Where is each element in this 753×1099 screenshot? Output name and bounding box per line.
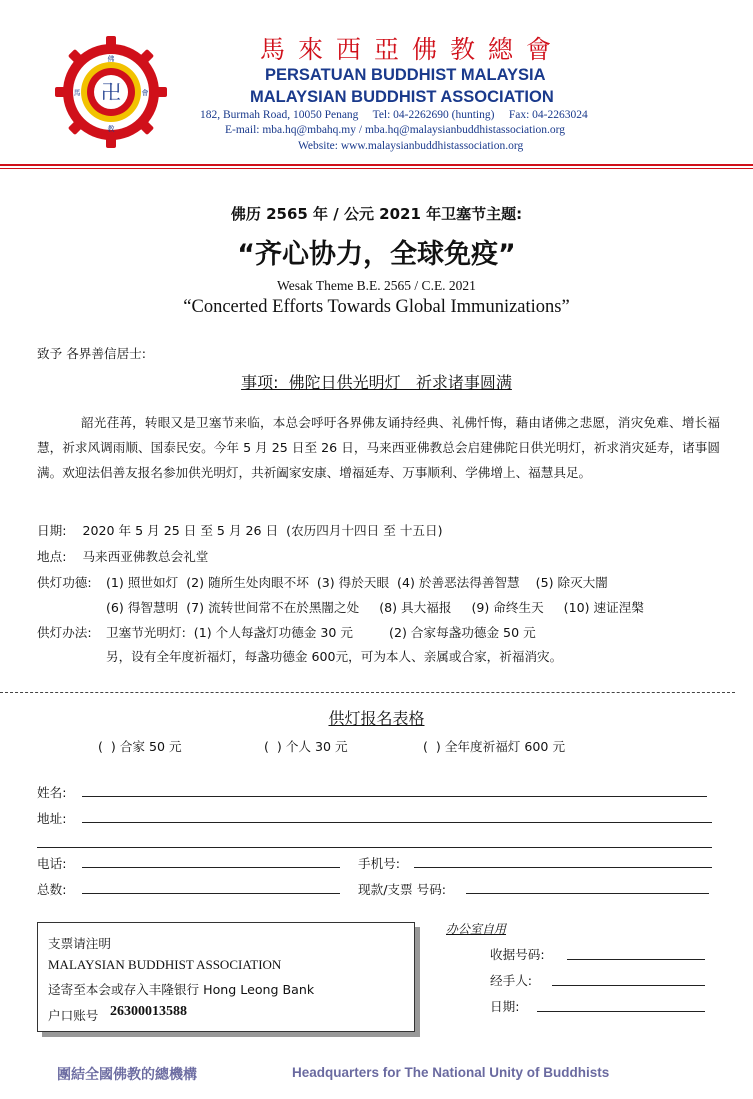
cheque-bank: 迳寄至本会或存入丰隆银行 Hong Leong Bank xyxy=(48,982,315,997)
form-title: 供灯报名表格 xyxy=(328,709,425,728)
account-number: 26300013588 xyxy=(110,1004,187,1019)
merit-list-1: (1) 照世如灯 (2) 随所生处肉眼不坏 (3) 得於天眼 (4) 於善恶法得善智慧 (5) 除灭大闇 xyxy=(106,575,608,590)
address-field[interactable] xyxy=(82,822,712,823)
handler-label: 经手人: xyxy=(490,973,533,988)
account-label: 户口账号 xyxy=(48,1008,99,1023)
option-family[interactable]: ( ) 合家 50 元 xyxy=(98,739,182,754)
total-field[interactable] xyxy=(82,893,340,894)
cheque-notice-title: 支票请注明 xyxy=(48,936,111,951)
svg-text:佛: 佛 xyxy=(107,55,115,63)
cheque-payee: MALAYSIAN BUDDHIST ASSOCIATION xyxy=(48,957,282,972)
event-date: 日期: 2020 年 5 月 25 日 至 5 月 26 日 (农历四月十四日 至 十五日) xyxy=(37,523,443,538)
receipt-label: 收据号码: xyxy=(490,947,545,962)
method-2: 另，设有全年度祈福灯，每盏功德金 600元，可为本人、亲属或合家，祈福消灾。 xyxy=(106,649,563,664)
method-label: 供灯办法: xyxy=(37,625,92,640)
theme-heading-en: Wesak Theme B.E. 2565 / C.E. 2021 xyxy=(277,278,476,293)
name-field[interactable] xyxy=(82,796,707,797)
contact-website: Website: www.malaysianbuddhistassociation.org xyxy=(298,140,524,152)
header-divider-thin xyxy=(0,168,753,169)
name-label: 姓名: xyxy=(37,785,67,800)
svg-text:馬: 馬 xyxy=(73,89,81,97)
theme-heading-cn: 佛历 2565 年 / 公元 2021 年卫塞节主题: xyxy=(230,205,523,223)
greeting: 致予 各界善信居士: xyxy=(37,346,146,361)
option-annual-lamp[interactable]: ( ) 全年度祈福灯 600 元 xyxy=(423,739,566,754)
cheque-notice-box xyxy=(37,922,415,1032)
event-venue: 地点: 马来西亚佛教总会礼堂 xyxy=(37,549,209,564)
cut-line xyxy=(0,692,735,693)
cheque-field[interactable] xyxy=(466,893,709,894)
association-logo xyxy=(55,36,167,148)
office-date-label: 日期: xyxy=(490,999,520,1014)
total-label: 总数: xyxy=(37,882,67,897)
mobile-label: 手机号: xyxy=(358,856,401,871)
contact-address: 182, Burmah Road, 10050 Penang Tel: 04-2262690 (hunting) Fax: 04-2263024 xyxy=(200,109,588,121)
address-label: 地址: xyxy=(37,811,67,826)
header-divider xyxy=(0,164,753,166)
theme-slogan-en: “Concerted Efforts Towards Global Immunizations” xyxy=(183,297,570,317)
merit-list-2: (6) 得智慧明 (7) 流转世间常不在於黑闇之处 (8) 具大福报 (9) 命终生天 (10) 速证涅槃 xyxy=(106,600,644,615)
mobile-field[interactable] xyxy=(414,867,712,868)
svg-text:教: 教 xyxy=(107,125,115,133)
phone-field[interactable] xyxy=(82,867,340,868)
method-1: 卫塞节光明灯: (1) 个人每盏灯功德金 30 元 (2) 合家每盏功德金 50 元 xyxy=(106,625,536,640)
theme-slogan-cn: “齐心协力，全球免疫” xyxy=(237,239,516,270)
receipt-field[interactable] xyxy=(567,959,705,960)
footer-motto-cn: 團結全國佛教的總機構 xyxy=(57,1067,197,1083)
org-name-malay: PERSATUAN BUDDHIST MALAYSIA xyxy=(265,66,546,84)
office-date-field[interactable] xyxy=(537,1011,705,1012)
cheque-label: 现款/支票 号码: xyxy=(358,882,447,897)
contact-email: E-mail: mba.hq@mbahq.my / mba.hq@malaysianbuddhistassociation.org xyxy=(225,124,566,136)
svg-text:卍: 卍 xyxy=(101,80,121,104)
handler-field[interactable] xyxy=(552,985,705,986)
org-name-chinese: 馬來西亞佛教總會 xyxy=(260,35,565,64)
org-name-english: MALAYSIAN BUDDHIST ASSOCIATION xyxy=(250,88,554,106)
letter-body: 韶光荏苒，转眼又是卫塞节来临，本总会呼吁各界佛友诵持经典、礼佛忏悔，藉由诸佛之悲愿，消灾免难、增长福慧，祈求风调雨顺、国泰民安。今年 5 月 25 日至 26 日，马来西亚佛教总会启建佛陀日供光明灯，祈求消灾延寿，诸事圆满。欢迎法侣善友报名参加供光明灯，共祈阖家安康、增福延寿、万事顺利、学佛增上、福慧具足。 xyxy=(37,415,720,480)
footer-motto-en: Headquarters for The National Unity of Buddhists xyxy=(292,1065,610,1080)
svg-text:會: 會 xyxy=(141,89,149,97)
office-use-title: 办公室自用 xyxy=(446,922,507,936)
merit-label: 供灯功德: xyxy=(37,575,92,590)
address-field-2[interactable] xyxy=(37,847,712,848)
option-individual[interactable]: ( ) 个人 30 元 xyxy=(264,739,348,754)
phone-label: 电话: xyxy=(37,856,67,871)
letter-subject: 事项: 佛陀日供光明灯 祈求诸事圆满 xyxy=(241,373,512,392)
